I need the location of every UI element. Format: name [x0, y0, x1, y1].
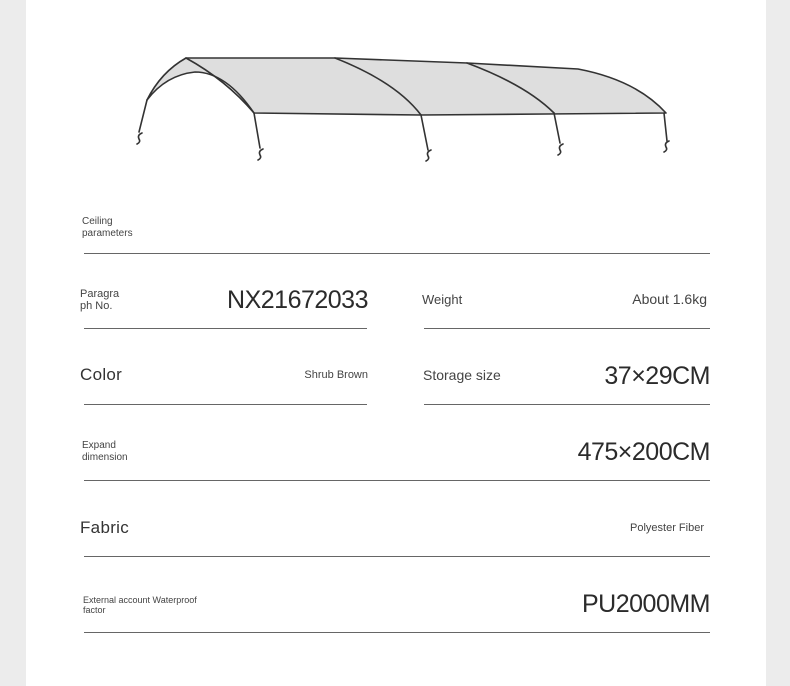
- color-value: Shrub Brown: [304, 369, 368, 381]
- divider: [84, 632, 710, 633]
- color-label: Color: [80, 365, 123, 384]
- expand-dimension-label: Expand dimension: [82, 440, 128, 463]
- expand-dimension-value: 475×200CM: [577, 438, 710, 466]
- fabric-value: Polyester Fiber: [630, 522, 704, 534]
- divider: [84, 480, 710, 481]
- paragraph-no-label: Paragra ph No.: [80, 288, 120, 312]
- divider: [84, 328, 367, 329]
- weight-label: Weight: [422, 292, 463, 307]
- divider: [424, 404, 710, 405]
- paragraph-no-value: NX21672033: [227, 286, 368, 314]
- divider: [84, 253, 710, 254]
- fabric-label: Fabric: [80, 518, 130, 537]
- divider: [424, 328, 710, 329]
- waterproof-factor-label: External account Waterproof factor: [83, 595, 197, 615]
- ceiling-parameters-heading: Ceiling parameters: [82, 216, 133, 239]
- divider: [84, 404, 367, 405]
- waterproof-factor-value: PU2000MM: [582, 590, 710, 618]
- storage-size-label: Storage size: [423, 367, 501, 383]
- canopy-tent-illustration: [26, 0, 766, 180]
- divider: [84, 556, 710, 557]
- storage-size-value: 37×29CM: [604, 362, 710, 390]
- weight-value: About 1.6kg: [632, 291, 707, 307]
